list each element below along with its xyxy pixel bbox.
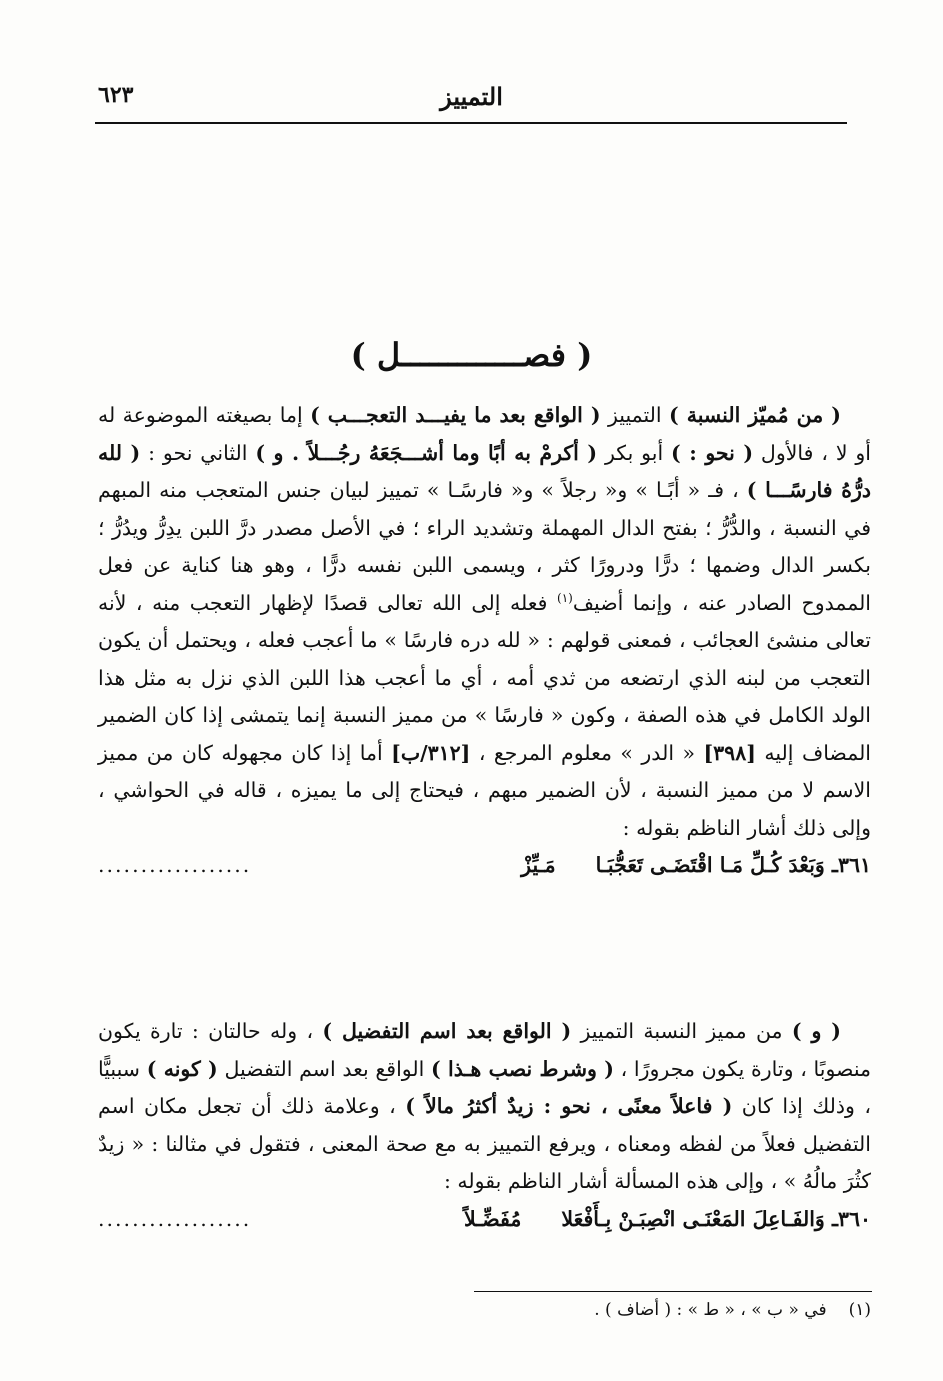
footnote-text: في « ب » ، « ط » : ( أضاف ) .	[594, 1300, 827, 1320]
sharh-text: التمييز	[600, 403, 669, 427]
running-title: التمييز	[440, 82, 503, 111]
verse-ellipsis: ..................	[98, 853, 252, 877]
matn-text: ( كونه )	[146, 1056, 218, 1081]
sharh-text: من مميز النسبة التمييز	[571, 1019, 792, 1043]
manuscript-ref: [٣١٢/ب]	[391, 740, 471, 765]
manuscript-ref: [٣٩٨]	[703, 740, 756, 765]
matn-text: ( الواقع بعد اسم التفضيل )	[322, 1019, 572, 1043]
sharh-text: أما إذا كان مجهوله كان من مميز الاسم لا من مميز النسبة ، لأن الضمير مبهم ، فيحتاج إلى ما يميزه ، قاله في الحواشي ، وإلى ذلك أشار الناظم بقوله :	[98, 740, 871, 840]
paragraph	[98, 1013, 871, 1201]
sharh-text: سببيًّا ، وذلك إذا كان	[98, 1056, 871, 1118]
verse-hemistich-1: ٣٦٠ـ وَالفَـاعِلَ المَعْنَـى انْصِبَـنْ بِـأَفْعَلا	[561, 1206, 871, 1231]
matn-text: ( و )	[791, 1019, 841, 1043]
matn-text: ( الواقع بعد ما يفيـــد التعجـــب )	[310, 403, 601, 427]
matn-text: ( من مُميّز النسبة )	[669, 403, 841, 427]
sharh-text: الثاني نحو :	[140, 440, 256, 465]
sharh-text: أبو بكر	[597, 440, 672, 465]
matn-text: ( أكرمْ به أبًا وما أشـــجَعَهُ رجُـــلاً . و )	[255, 440, 598, 465]
header-rule	[95, 122, 847, 124]
sharh-text: ، وعلامة ذلك أن تجعل مكان اسم التفضيل فعلاً من لفظه ومعناه ، ويرفع التمييز به مع صحة المعنى ، فتقول في مثالنا : « زيدٌ كثُرَ مالُهُ » ، وإلى هذه المسألة أشار الناظم بقوله :	[98, 1094, 871, 1193]
sharh-text: إما بصيغته الموضوعة له أو لا ، فالأول	[98, 403, 872, 465]
footnote-number: (١)	[848, 1300, 871, 1320]
sharh-text: ، فـ « أبًـا » و« رجلاً » و« فارسًـا » تمييز لبيان جنس المتعجب منه المبهم في النسبة ، والدُّرُّ ؛ بفتح الدال المهملة وتشديد الراء ؛ في الأصل مصدر درَّ اللبن يدِرُّ ويدُرُّ ؛ بكسر الدال وضمها ؛ درًّا ودرورًا كثر ، ويسمى اللبن نفسه درًّا ، وهو هنا كناية عن فعل الممدوح الصادر عنه ، وإنما أضيف	[98, 478, 872, 615]
paragraph	[98, 397, 871, 847]
verse-line	[98, 847, 871, 885]
page-number: ٦٢٣	[98, 82, 134, 108]
matn-text: ( وشرط نصب هـذا )	[431, 1056, 614, 1081]
matn-text: ( فاعلاً معنًى ، نحو : زيدٌ أكثرُ مالاً )	[405, 1094, 733, 1118]
sharh-text: ، وله حالتان : تارة يكون منصوبًا ، وتارة يكون مجرورًا ،	[98, 1019, 871, 1081]
paragraph-block-2	[98, 1013, 871, 1238]
sharh-text: فعله إلى الله تعالى قصدًا لإظهار التعجب منه ، لأنه تعالى منشئ العجائب ، فمعنى قولهم : « لله دره فارسًا » ما أعجب فعله ، ويحتمل أن يكون التعجب من لبنه الذي ارتضعه من ثدي أمه ، أي ما أعجب هذا اللبن الذي نزل به مثل هذا الولد الكامل في هذه الصفة ، وكون « فارسًا » من مميز النسبة إنما يتمشى إذا كان الضمير المضاف إليه	[98, 590, 872, 765]
section-heading: ( فصـــــــــــــل )	[350, 336, 593, 374]
verse-ellipsis: ..................	[98, 1206, 252, 1231]
sharh-text: « الدر » معلوم المرجع ،	[470, 740, 704, 765]
verse-hemistich-2: مُفَضِّـلاً	[463, 1206, 522, 1231]
matn-text: ( نحو : )	[671, 440, 754, 465]
verse-hemistich-2: مَـيِّزْ	[521, 853, 556, 877]
sharh-text: الواقع بعد اسم التفضيل	[217, 1056, 432, 1081]
verse-line	[98, 1201, 871, 1239]
verse-hemistich-1: ٣٦١ـ وَبَعْدَ كُـلِّ مَـا اقْتَضَـى تَعَجُّبَـا	[595, 853, 871, 877]
footnote	[572, 1300, 871, 1320]
footnote-rule	[474, 1291, 872, 1292]
matn-text: ( لله درُّهُ فارسًـــا )	[98, 440, 871, 502]
footnote-marker[interactable]: (١)	[557, 590, 573, 605]
paragraph-block-1	[98, 397, 871, 885]
